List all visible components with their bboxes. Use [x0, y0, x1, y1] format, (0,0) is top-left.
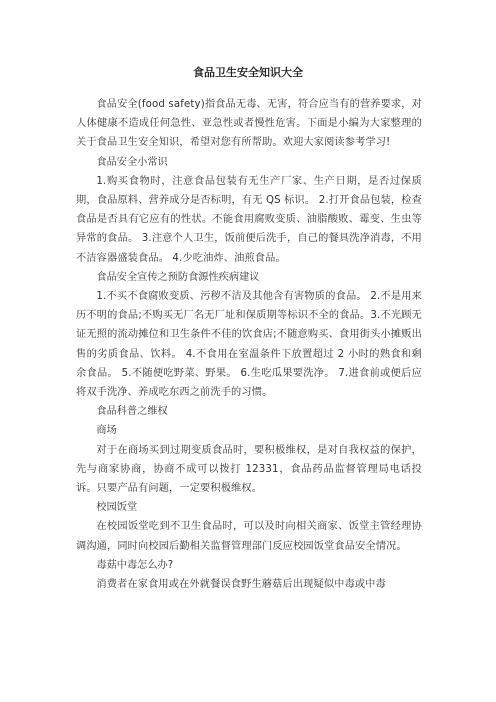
subheading-campus-canteen: 校园饭堂 — [96, 502, 138, 514]
mushroom-poisoning-paragraph: 消费者在家食用或在外就餐误食野生蘑菇后出现疑似中毒或中毒 — [96, 579, 386, 591]
campus-canteen-paragraph: 在校园饭堂吃到不卫生食品时，可以及时向相关商家、饭堂主管经理协调沟通，同时向校园后勤相关监督管理部门反应校园饭堂食品安全情况。 — [76, 521, 422, 552]
section-heading-disease-prevention: 食品安全宣传之预防食源性疾病建议 — [96, 271, 260, 283]
document-body — [76, 95, 422, 594]
section-heading-rights-protection: 食品科普之维权 — [96, 406, 168, 418]
document-title: 食品卫生安全知识大全 — [193, 66, 303, 79]
food-safety-tips-paragraph: 1.购买食物时，注意食品包装有无生产厂家、生产日期，是否过保质期，食品原料、营养成分是否标明，有无 QS 标识。 2.打开食品包装，检查食品是否具有它应有的性状。不能食用腐败变质、油脂酸败、霉变、生虫等异常的食品。 3.注意个人卫生，饭前便后洗手，自己的餐具洗净消毒，不用不洁容器盛装食品。 4.少吃油炸、油煎食品。 — [76, 175, 422, 264]
subheading-mall: 商场 — [96, 425, 117, 437]
section-heading-mushroom-poisoning: 毒菇中毒怎么办? — [96, 559, 174, 571]
intro-paragraph: 食品安全(food safety)指食品无毒、无害，符合应当有的营养要求，对人体健康不造成任何急性、亚急性或者慢性危害。下面是小编为大家整理的关于食品卫生安全知识，希望对您有所帮助。欢迎大家阅读参考学习! — [76, 99, 422, 149]
mall-paragraph: 对于在商场买到过期变质食品时，要积极维权，是对自我权益的保护，先与商家协商，协商不成可以拨打 12331，食品药品监督管理局电话投诉。只要产品有问题，一定要积极维权。 — [76, 444, 422, 495]
section-heading-food-safety-tips: 食品安全小常识 — [96, 156, 168, 168]
disease-prevention-paragraph: 1.不买不食腐败变质、污秽不洁及其他含有害物质的食品。 2.不是用来历不明的食品;不购买无厂名无厂址和保质期等标识不全的食品。3.不光顾无证无照的流动摊位和卫生条件不佳的饮食店;不随意购买、食用街头小摊贩出售的劣质食品、饮料。 4.不食用在室温条件下放置超过 2 小时的熟食和剩余食品。 5.不随便吃野菜、野果。 6.生吃瓜果要洗净。 7.进食前或便后应将双手洗净、养成吃东西之前洗手的习惯。 — [76, 291, 422, 399]
